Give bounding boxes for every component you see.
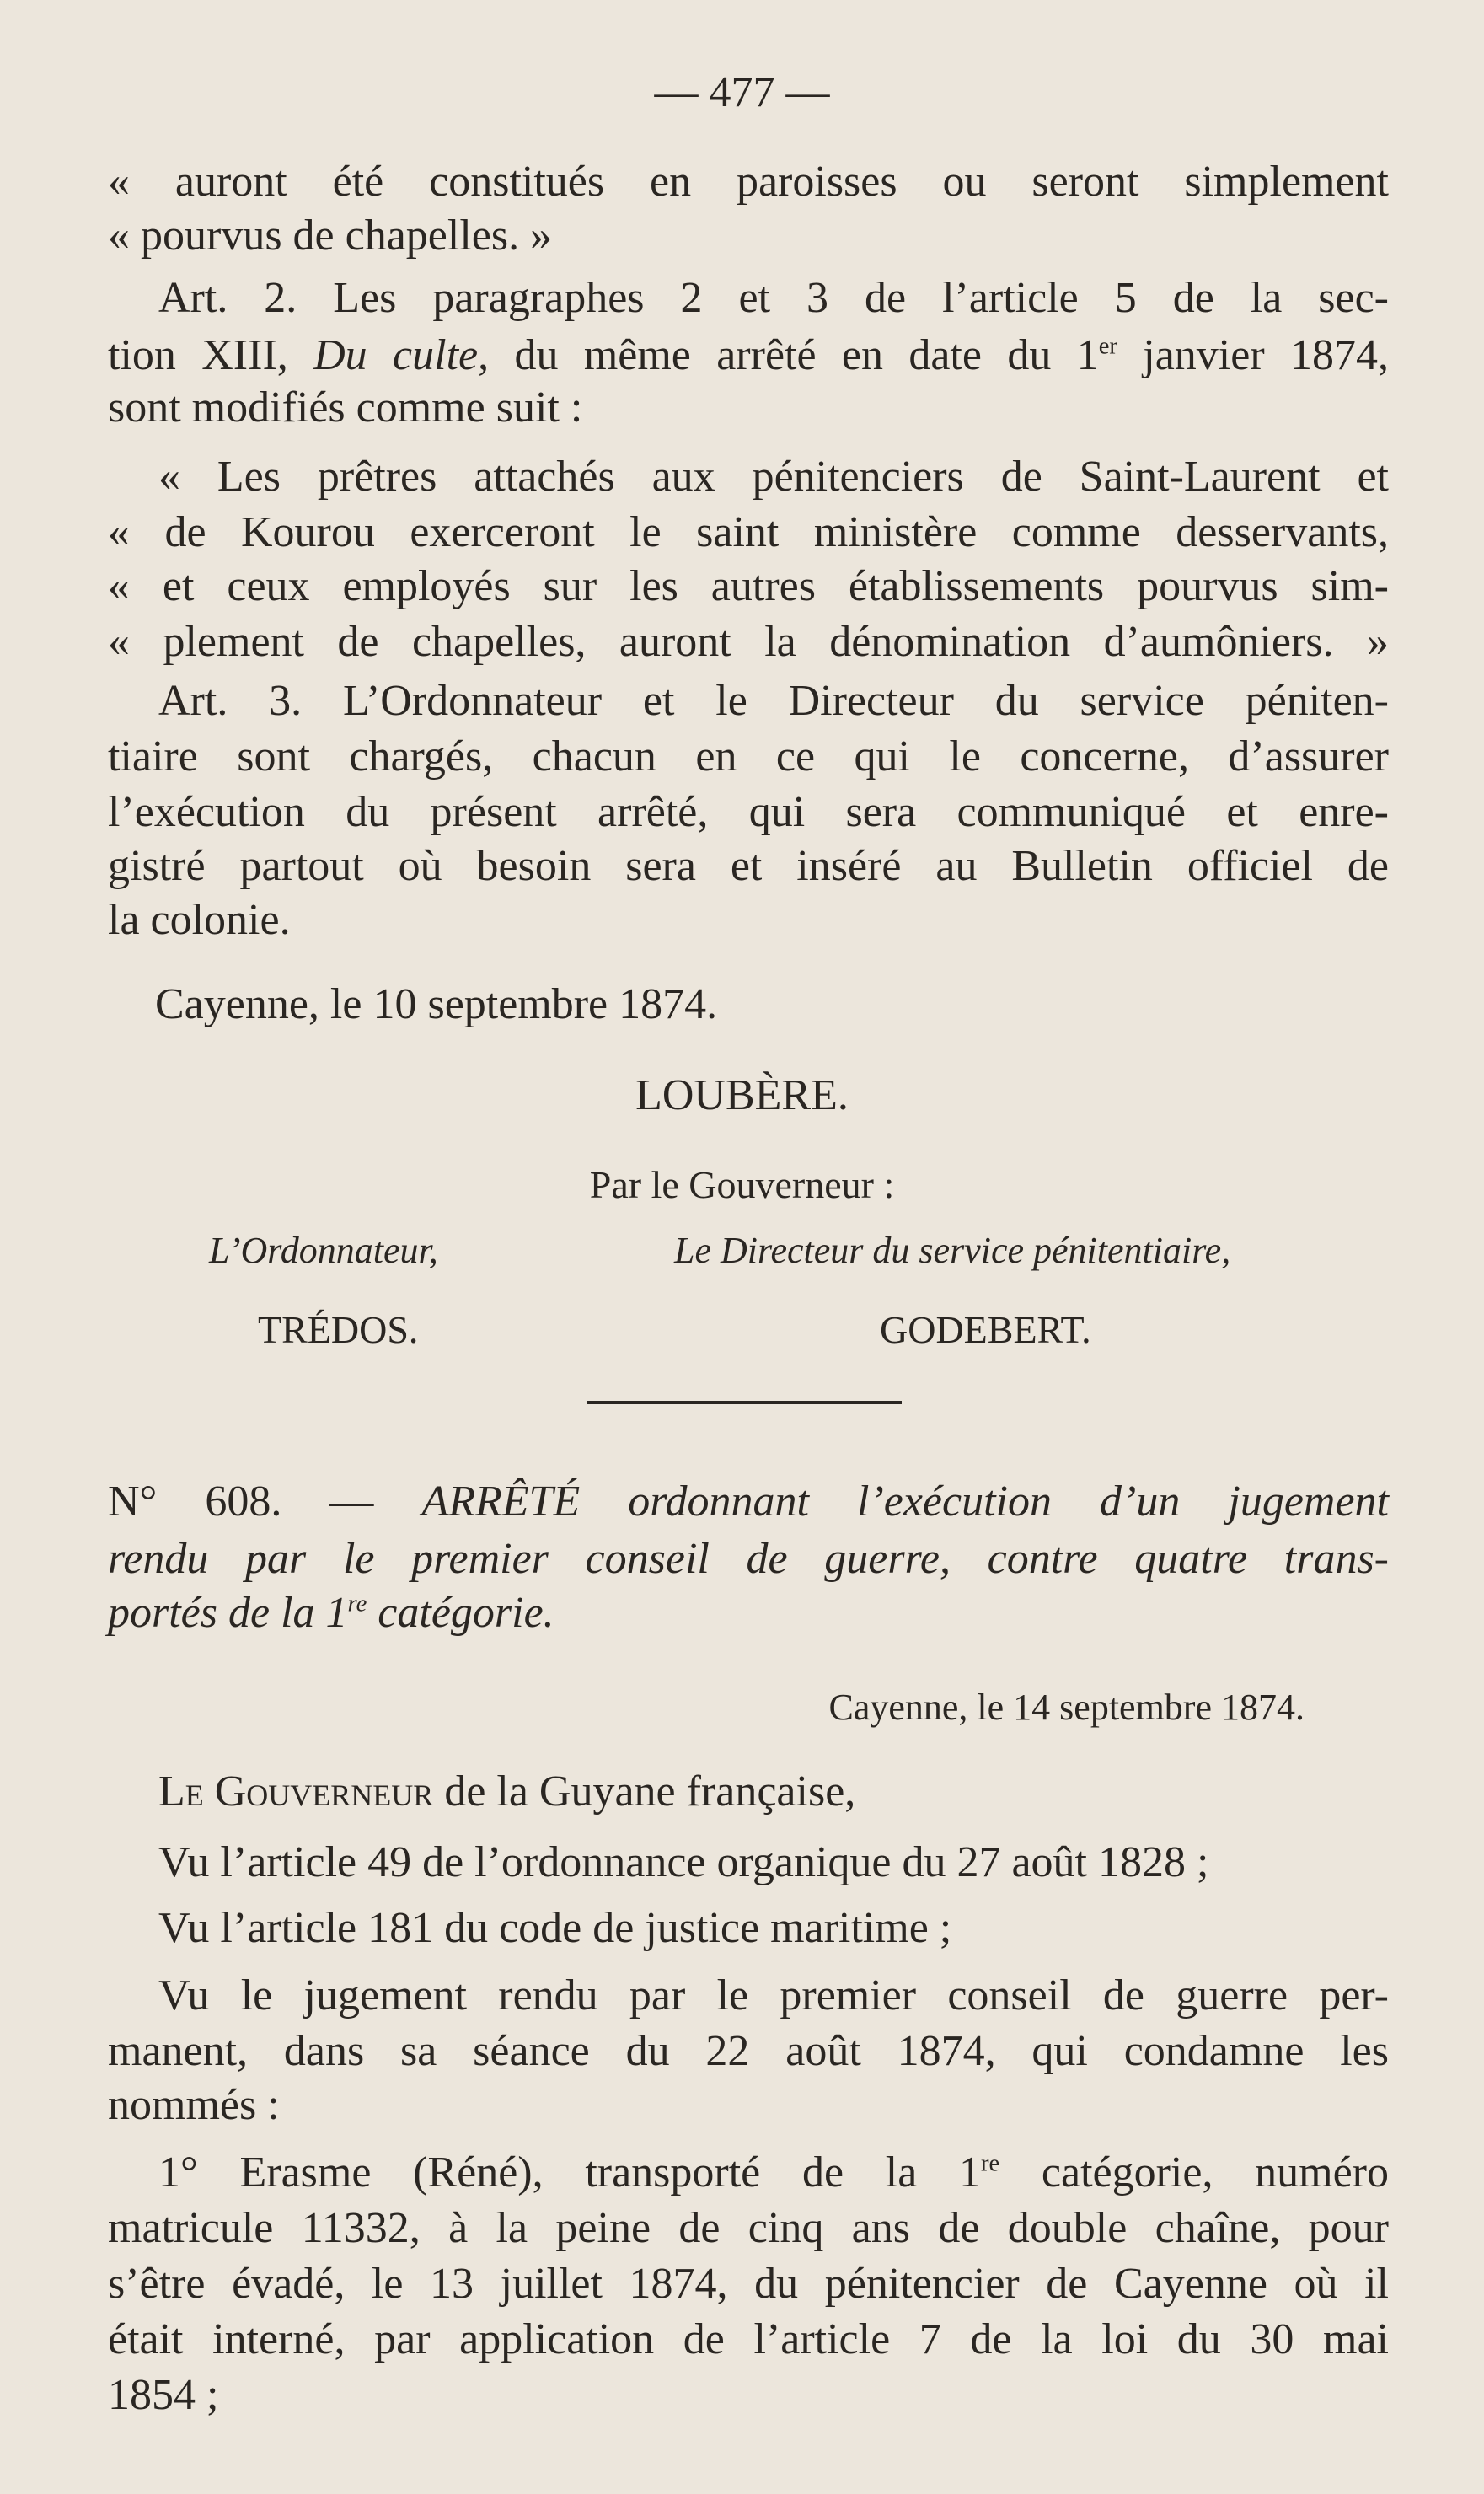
decree-heading: rendu par le premier conseil de guerre, contre quatre trans-	[108, 1535, 1389, 1583]
text-line: était interné, par application de l’article 7 de la loi du 30 mai	[108, 2315, 1389, 2363]
text-line: Art. 2. Les paragraphes 2 et 3 de l’article 5 de la sec-	[158, 274, 1389, 322]
place-date: Cayenne, le 10 septembre 1874.	[155, 980, 718, 1028]
text-line: 1° Erasme (Réné), transporté de la 1re catégorie, numéro	[158, 2148, 1389, 2196]
tredos-signature: TRÉDOS.	[258, 1308, 419, 1351]
text-line: tiaire sont chargés, chacun en ce qui le concerne, d’assurer	[108, 732, 1389, 780]
text-line: « plement de chapelles, auront la dénomination d’aumôniers. »	[108, 618, 1389, 666]
ordonnateur-title: L’Ordonnateur,	[209, 1230, 438, 1271]
decree-heading: N° 608. — ARRÊTÉ ordonnant l’exécution d’un jugement	[108, 1478, 1389, 1526]
par-le-gouverneur: Par le Gouverneur :	[589, 1163, 895, 1206]
text-line: Vu le jugement rendu par le premier conseil de guerre per-	[158, 1971, 1389, 2019]
text-line: tion XIII, Du culte, du même arrêté en date du 1er janvier 1874,	[108, 331, 1389, 379]
text-line: sont modifiés comme suit :	[108, 383, 583, 432]
godebert-signature: GODEBERT.	[880, 1308, 1091, 1351]
decree-date: Cayenne, le 14 septembre 1874.	[828, 1687, 1305, 1728]
text-line: manent, dans sa séance du 22 août 1874, qui condamne les	[108, 2027, 1389, 2075]
text-line: « auront été constitués en paroisses ou seront simplement	[108, 158, 1389, 206]
governor-line: Le Gouverneur de la Guyane française,	[158, 1767, 856, 1816]
text-line: « pourvus de chapelles. »	[108, 212, 553, 260]
text-line: la colonie.	[108, 896, 291, 944]
text-line: gistré partout où besoin sera et inséré au Bulletin officiel de	[108, 842, 1389, 890]
text-line: matricule 11332, à la peine de cinq ans de double chaîne, pour	[108, 2204, 1389, 2252]
text-line: nommés :	[108, 2081, 280, 2129]
directeur-title: Le Directeur du service pénitentiaire,	[674, 1230, 1231, 1271]
text-line: Vu l’article 181 du code de justice maritime ;	[158, 1904, 952, 1952]
text-line: Art. 3. L’Ordonnateur et le Directeur du service péniten-	[158, 677, 1389, 725]
text-line: « et ceux employés sur les autres établissements pourvus sim-	[108, 562, 1389, 610]
section-divider	[587, 1401, 902, 1404]
text-line: s’être évadé, le 13 juillet 1874, du pénitencier de Cayenne où il	[108, 2260, 1389, 2308]
text-line: l’exécution du présent arrêté, qui sera communiqué et enre-	[108, 788, 1389, 836]
text-line: 1854 ;	[108, 2371, 219, 2419]
text-line: « de Kourou exerceront le saint ministère comme desservants,	[108, 508, 1389, 556]
page-number: — 477 —	[654, 68, 830, 116]
governor-signature: LOUBÈRE.	[635, 1071, 849, 1119]
text-line: Vu l’article 49 de l’ordonnance organique du 27 août 1828 ;	[158, 1838, 1209, 1886]
text-line: « Les prêtres attachés aux pénitenciers de Saint-Laurent et	[158, 453, 1389, 501]
decree-heading: portés de la 1re catégorie.	[108, 1589, 554, 1637]
